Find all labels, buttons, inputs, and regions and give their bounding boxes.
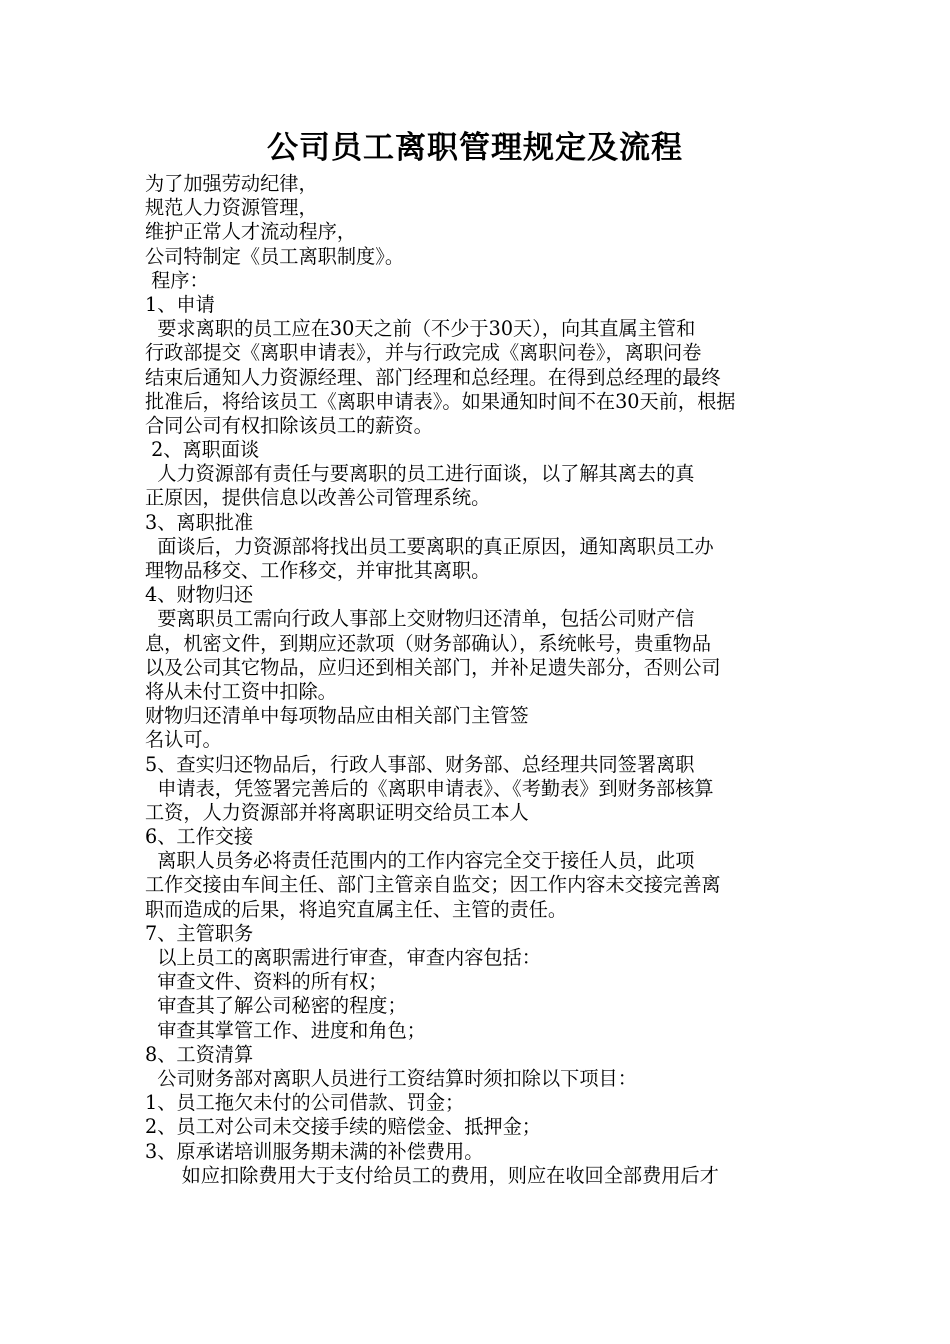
paragraph-line: 审查其掌管工作、进度和角色； <box>145 1018 426 1042</box>
paragraph-line: 人力资源部有责任与要离职的员工进行面谈，以了解其离去的真 <box>145 462 695 486</box>
paragraph-line: 要求离职的员工应在30天之前（不少于30天），向其直属主管和 <box>145 317 696 341</box>
intro-line: 规范人力资源管理， <box>145 196 318 220</box>
paragraph-line: 结束后通知人力资源经理、部门经理和总经理。在得到总经理的最终 <box>145 365 721 389</box>
section-heading: 4、财物归还 <box>145 583 254 607</box>
paragraph-line: 息，机密文件，到期应还款项（财务部确认），系统帐号，贵重物品 <box>145 631 712 655</box>
paragraph-line: 理物品移交、工作移交，并审批其离职。 <box>145 559 491 582</box>
list-item: 2、员工对公司未交接手续的赔偿金、抵押金； <box>145 1115 541 1139</box>
section-heading: 6、工作交接 <box>145 825 254 849</box>
paragraph-line: 工资，人力资源部并将离职证明交给员工本人 <box>145 800 529 824</box>
paragraph-line: 将从未付工资中扣除。 <box>145 679 337 703</box>
paragraph-line: 公司财务部对离职人员进行工资结算时须扣除以下项目： <box>145 1066 637 1090</box>
paragraph-line: 以上员工的离职需进行审查，审查内容包括： <box>145 946 541 969</box>
list-item: 3、原承诺培训服务期未满的补偿费用。 <box>145 1139 484 1163</box>
document-body <box>145 172 813 1188</box>
intro-line: 公司特制定《员工离职制度》。 <box>145 244 405 268</box>
document-title: 公司员工离职管理规定及流程 <box>267 130 683 166</box>
paragraph-line: 名认可。 <box>145 728 222 752</box>
section-heading: 1、申请 <box>145 292 215 316</box>
paragraph-line: 以及公司其它物品，应归还到相关部门，并补足遗失部分，否则公司 <box>145 655 721 679</box>
paragraph-line: 面谈后，力资源部将找出员工要离职的真正原因，通知离职员工办 <box>145 534 714 558</box>
paragraph-line: 要离职员工需向行政人事部上交财物归还清单，包括公司财产信 <box>145 607 695 631</box>
procedure-label: 程序： <box>145 268 209 292</box>
paragraph-line: 5、查实归还物品后，行政人事部、财务部、总经理共同签署离职 <box>145 752 695 776</box>
intro-line: 为了加强劳动纪律， <box>145 172 318 195</box>
section-heading: 2、离职面谈 <box>145 438 260 462</box>
paragraph-line: 申请表，凭签署完善后的《离职申请表》、《考勤表》到财务部核算 <box>145 776 714 800</box>
paragraph-line: 工作交接由车间主任、部门主管亲自监交；因工作内容未交接完善离 <box>145 873 721 897</box>
paragraph-line: 财物归还清单中每项物品应由相关部门主管签 <box>145 704 529 728</box>
paragraph-line: 合同公司有权扣除该员工的薪资。 <box>145 413 433 437</box>
section-heading: 8、工资清算 <box>145 1042 254 1066</box>
paragraph-line: 审查文件、资料的所有权； <box>145 970 388 994</box>
paragraph-line: 职而造成的后果，将追究直属主任、主管的责任。 <box>145 897 568 921</box>
intro-line: 维护正常人才流动程序， <box>145 220 357 244</box>
section-heading: 7、主管职务 <box>145 921 254 945</box>
paragraph-line: 行政部提交《离职申请表》，并与行政完成《离职问卷》，离职问卷 <box>145 341 702 365</box>
list-item: 1、员工拖欠未付的公司借款、罚金； <box>145 1091 465 1115</box>
section-heading: 3、离职批准 <box>145 510 254 534</box>
paragraph-line: 批准后，将给该员工《离职申请表》。如果通知时间不在30天前，根据 <box>145 389 736 413</box>
paragraph-line: 正原因，提供信息以改善公司管理系统。 <box>145 486 491 510</box>
paragraph-line: 如应扣除费用大于支付给员工的费用，则应在收回全部费用后才 <box>145 1163 719 1187</box>
paragraph-line: 审查其了解公司秘密的程度； <box>145 994 407 1018</box>
paragraph-line: 离职人员务必将责任范围内的工作内容完全交于接任人员，此项 <box>145 849 695 873</box>
